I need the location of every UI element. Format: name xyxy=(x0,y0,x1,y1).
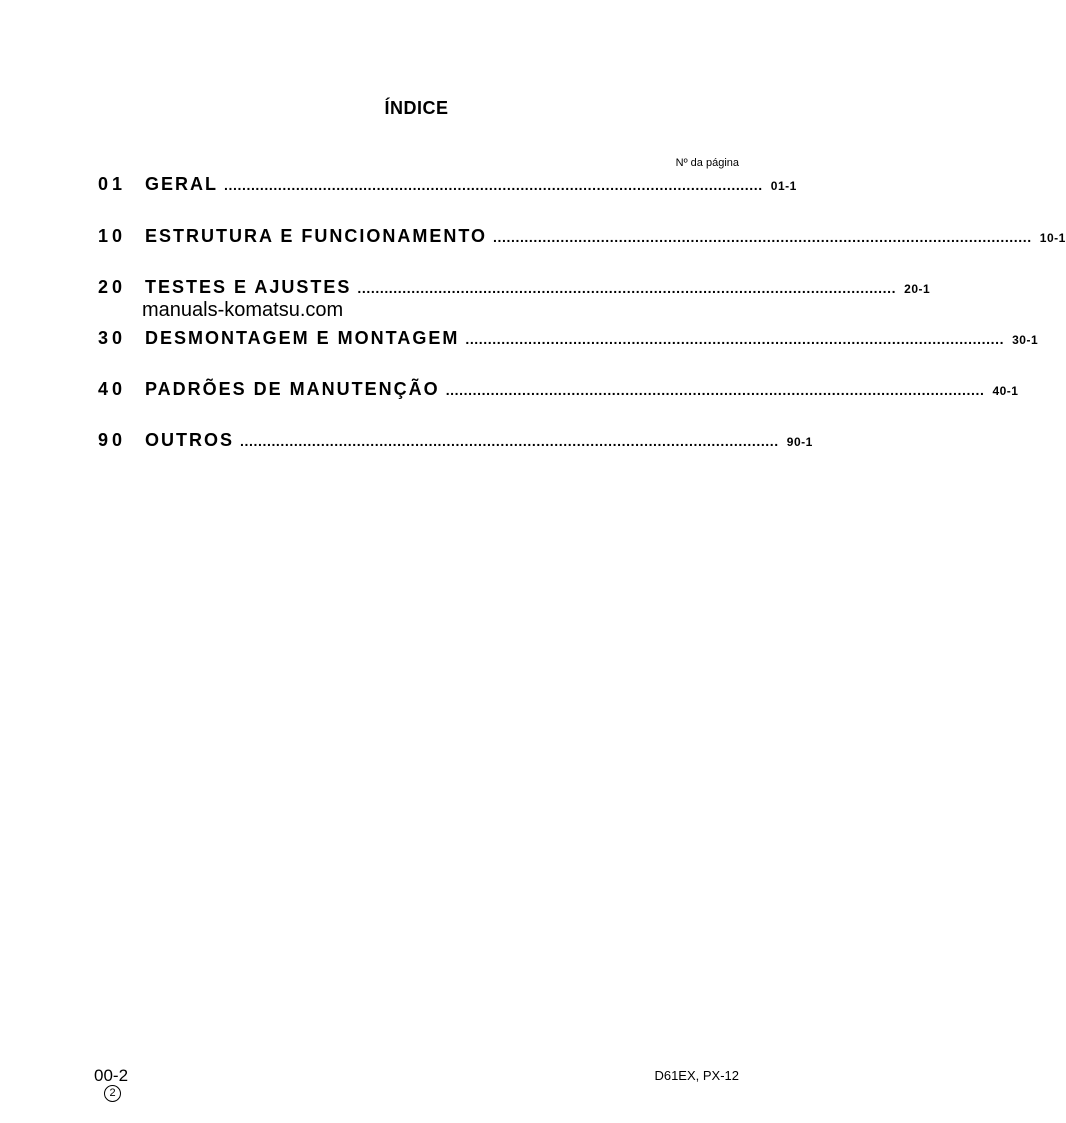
toc-page: 40-1 xyxy=(992,384,1019,398)
toc-page: 10-1 xyxy=(1039,231,1066,245)
toc-leader: ........................................................................................................................ xyxy=(357,280,897,296)
toc-label: ESTRUTURA E FUNCIONAMENTO xyxy=(145,226,487,246)
toc-leader: ........................................................................................................................ xyxy=(445,382,985,398)
toc-entry[interactable] xyxy=(98,328,1039,352)
revision-badge: 2 xyxy=(104,1085,121,1102)
toc-leader: ........................................................................................................................ xyxy=(465,331,1005,347)
toc-entry[interactable] xyxy=(98,379,1019,403)
toc-page: 90-1 xyxy=(786,435,813,449)
page-title: ÍNDICE xyxy=(384,98,449,118)
toc-label: TESTES E AJUSTES xyxy=(145,277,352,297)
toc-label: DESMONTAGEM E MONTAGEM xyxy=(145,328,460,348)
toc-page: 20-1 xyxy=(904,282,931,296)
toc-label: OUTROS xyxy=(145,430,235,450)
toc-label: GERAL xyxy=(145,174,218,194)
footer-model: D61EX, PX-12 xyxy=(654,1068,739,1083)
toc-leader: ........................................................................................................................ xyxy=(224,177,763,193)
toc-number: 40 xyxy=(98,379,127,399)
toc-page: 30-1 xyxy=(1012,333,1039,347)
toc-entry[interactable] xyxy=(98,174,797,198)
toc-number: 90 xyxy=(98,430,127,450)
page-column-header: Nº da página xyxy=(675,157,739,169)
toc-page: 01-1 xyxy=(770,179,797,193)
toc-number: 10 xyxy=(98,226,127,246)
toc-entry[interactable] xyxy=(98,226,1066,250)
toc-number: 20 xyxy=(98,277,127,297)
toc-entry[interactable] xyxy=(98,277,931,301)
watermark: manuals-komatsu.com xyxy=(142,299,344,321)
toc-leader: ........................................................................................................................ xyxy=(493,229,1032,245)
footer-page-number: 00-2 xyxy=(94,1066,129,1085)
toc-label: PADRÕES DE MANUTENÇÃO xyxy=(145,379,440,399)
toc-number: 01 xyxy=(98,174,127,194)
toc-entry[interactable] xyxy=(98,430,813,454)
toc-leader: ........................................................................................................................ xyxy=(240,433,779,449)
toc-number: 30 xyxy=(98,328,127,348)
